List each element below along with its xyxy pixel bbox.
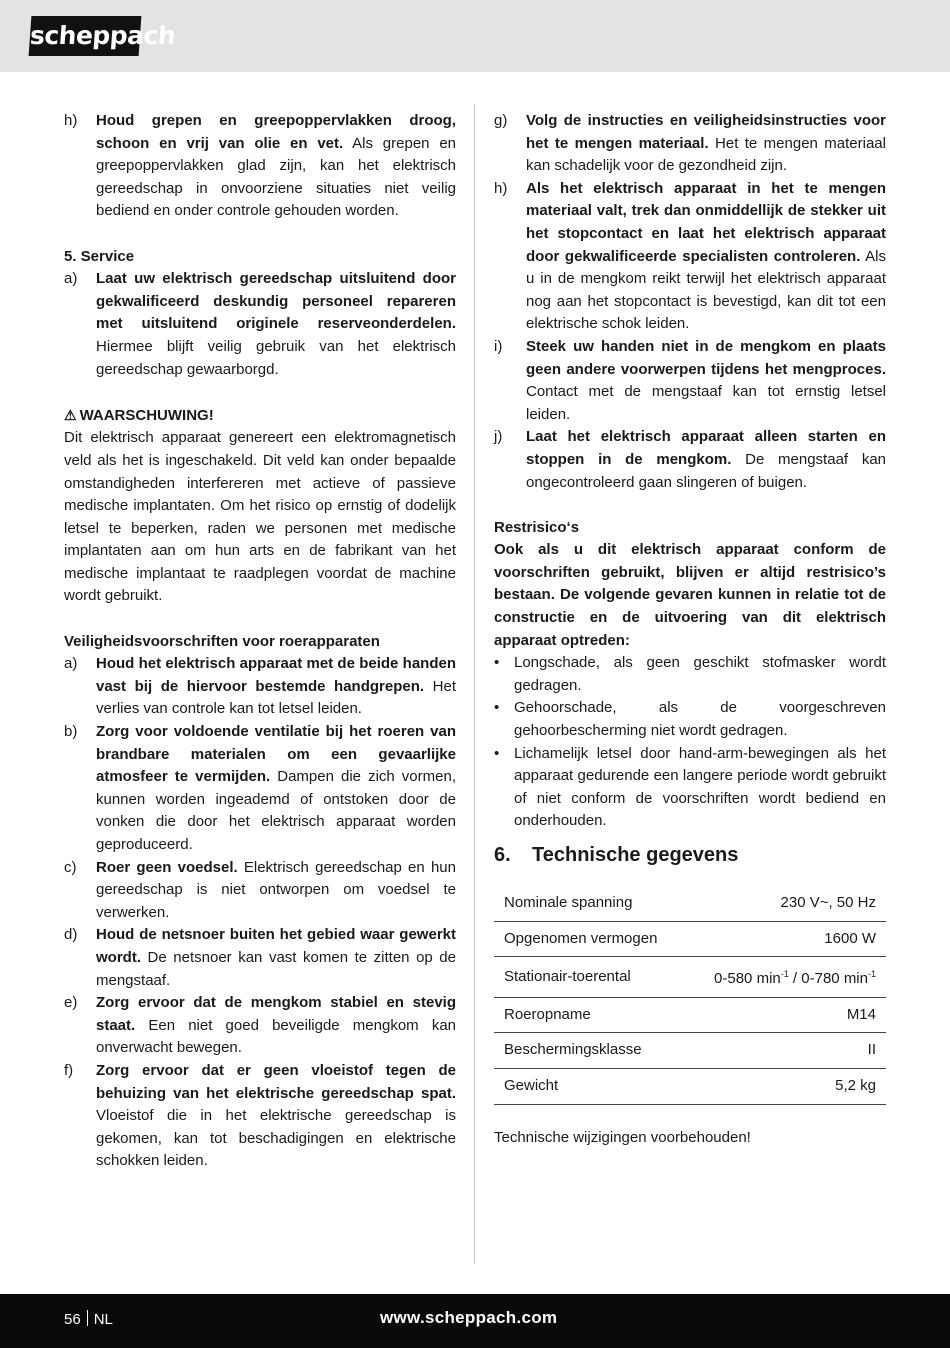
tech-data-row (494, 1068, 886, 1104)
item-bold-text: Als het elektrisch apparaat in het te mengen materiaal valt, trek dan onmiddellijk de stekker uit het stopcontact en laat het elektrisch apparaat door gekwalificeerde specialisten controleren. (526, 179, 886, 265)
item-bold-text: Zorg ervoor dat de mengkom stabiel en stevig staat. (96, 994, 456, 1034)
tech-data-heading: 6. Technische gegevens (494, 844, 739, 866)
page-number: 56 NL (64, 1311, 113, 1328)
item-bold-text: Roer geen voedsel. (96, 858, 238, 876)
item-bold-text: Volg de instructies en veiligheidsinstructies voor het te mengen materiaal. (526, 112, 886, 152)
item-bold-text: Houd het elektrisch apparaat met de beide handen vast bij de hiervoor bestemde handgrepen. (96, 655, 456, 695)
tech-data-value: 0-580 $\min^{-1} / 0-780$ $\min^{-1}$ (685, 957, 886, 998)
item-label: i) (494, 337, 503, 355)
item-bold-text: Zorg voor voldoende ventilatie bij het roeren van brandbare materialen om een gevaarlijke atmosfeer te vermijden. (96, 723, 456, 786)
item-label: h) (494, 179, 508, 197)
bullet-icon: • (494, 744, 500, 762)
safety-item (64, 992, 456, 1060)
safety-item (64, 924, 456, 992)
item-label: b) (64, 723, 78, 741)
safety-item (64, 721, 456, 857)
tech-data-value: 5,2 kg (685, 1068, 886, 1104)
item-text: Elektrisch gereedschap en hun gereedschap is niet ontworpen om voedsel te verwerken. (96, 858, 456, 921)
item-label: f) (64, 1061, 74, 1079)
bullet-icon: • (494, 699, 500, 717)
item-text: Het verlies van controle kan tot letsel leiden. (96, 677, 456, 718)
item-bold-text: Laat het elektrisch apparaat alleen starten en stoppen in de mengkom. (526, 428, 886, 468)
bullet-icon: • (494, 654, 500, 672)
item-text: Vloeistof die in het elektrische gereedschap is gekomen, kan tot beschadigingen en elektrische schokken leiden. (96, 1107, 456, 1170)
safety-item (494, 178, 886, 336)
tech-data-value: 230 V~, 50 Hz (685, 886, 886, 921)
residual-risk-heading: Restrisico‘s (494, 518, 580, 536)
safety-item (494, 336, 886, 426)
item-label: a) (64, 655, 78, 673)
item-label: e) (64, 994, 78, 1012)
tech-data-row (494, 886, 886, 921)
tech-data-label: Stationair-toerental (494, 957, 685, 998)
right-column (494, 110, 886, 1150)
tech-data-label: Gewicht (494, 1068, 685, 1104)
residual-risk-intro: Ook als u dit elektrisch apparaat conform de voorschriften gebruikt, blijven er altijd restrisico’s bestaan. De volgende gevaren kunnen in relatie tot de constructie en de uitvoering van dit elektrisch apparaat optreden: (494, 541, 886, 649)
item-bold-text: Zorg ervoor dat er geen vloeistof tegen de behuizing van het elektrische gereedschap spat. (96, 1061, 456, 1102)
website-link[interactable]: www.scheppach.com (380, 1308, 558, 1327)
tech-data-row (494, 921, 886, 957)
safety-item (64, 857, 456, 925)
safety-item (64, 1060, 456, 1173)
risk-bullet-item (494, 697, 886, 742)
item-text: De netsnoer kan vast komen te zitten op de mengstaaf. (96, 948, 456, 989)
tech-data-value: II (685, 1033, 886, 1069)
left-column (64, 110, 456, 1173)
tech-note: Technische wijzigingen voorbehouden! (494, 1129, 751, 1147)
warning-icon: ⚠ (64, 406, 77, 423)
stirrer-safety-list-continued (494, 110, 886, 494)
safety-item-h: h) Houd grepen en greepoppervlakken droog, schoon en vrij van olie en vet. Als grepen en greepoppervlakken glad zijn, kan het elektrisch gereedschap in onvoorziene situaties niet veilig bediend en onder controle gehouden worden. (64, 112, 457, 220)
page-header (0, 0, 950, 72)
safety-item (494, 426, 886, 494)
residual-risk-list (494, 652, 886, 833)
item-label: d) (64, 926, 78, 944)
item-label: g) (494, 112, 508, 129)
stirrer-safety-list (64, 653, 456, 1173)
item-label: c) (64, 858, 77, 876)
item-label: j) (494, 428, 503, 446)
tech-data-value: 1600 W (685, 921, 886, 957)
scheppach-logo: scheppach (29, 16, 142, 56)
safety-item (64, 653, 456, 721)
tech-data-row (494, 997, 886, 1033)
tech-data-row (494, 957, 886, 998)
safety-item (494, 110, 886, 178)
service-item-a: a) Laat uw elektrisch gereedschap uitsluitend door gekwalificeerd deskundig personeel repareren met uitsluitend originele reserveonderdelen. Hiermee blijft veilig gebruik van het elektrisch gereedschap gewaarborgd. (64, 270, 456, 378)
item-text: Dampen die zich vormen, kunnen worden ingeademd of ontstoken door de vonken die door het elektrisch apparaat worden geproduceerd. (96, 768, 456, 853)
stirrer-safety-heading: Veiligheidsvoorschriften voor roerapparaten (64, 632, 380, 650)
item-text: Het te mengen materiaal kan schadelijk voor de gezondheid zijn. (526, 134, 886, 175)
tech-data-label: Beschermingsklasse (494, 1033, 685, 1069)
item-bold-text: Houd de netsnoer buiten het gebied waar gewerkt wordt. (96, 926, 456, 966)
risk-bullet-item (494, 652, 886, 697)
service-heading: 5. Service (64, 247, 135, 265)
tech-data-label: Roeropname (494, 997, 685, 1033)
item-text: Contact met de mengstaaf kan tot ernstig letsel leiden. (526, 383, 886, 423)
tech-data-table (494, 886, 886, 1105)
tech-data-label: Opgenomen vermogen (494, 921, 685, 957)
warning-text: Dit elektrisch apparaat genereert een elektromagnetisch veld als het is ingeschakeld. Dit veld kan onder bepaalde omstandigheden interfereren met actieve of passieve medische implantaten. Om het risico op ernstig of dodelijk letsel te beperken, raden we personen met medische implantaten aan om hun arts en de fabrikant van het medische implantaat te raadplegen voordat de machine wordt gebruikt. (64, 429, 456, 605)
item-text: Als u in de mengkom reikt terwijl het elektrisch apparaat nog aan het stopcontact is bevestigd, kan dit tot een elektrische schok leiden. (526, 247, 886, 333)
tech-data-row (494, 1033, 886, 1069)
column-divider (474, 104, 475, 1264)
item-text: Een niet goed beveiligde mengkom kan onverwacht bewegen. (96, 1016, 456, 1057)
tech-data-value: M14 (685, 997, 886, 1033)
risk-bullet-text: Gehoorschade, als de voorgeschreven gehoorbescherming niet wordt gedragen. (514, 699, 886, 740)
item-text: De mengstaaf kan ongecontroleerd gaan slingeren of buigen. (526, 450, 886, 491)
item-bold-text: Steek uw handen niet in de mengkom en plaats geen andere voorwerpen tijdens het mengproces. (526, 337, 886, 378)
warning-heading: ⚠ WAARSCHUWING! (64, 404, 456, 428)
risk-bullet-item (494, 743, 886, 833)
tech-data-label: Nominale spanning (494, 886, 685, 921)
risk-bullet-text: Longschade, als geen geschikt stofmasker wordt gedragen. (514, 654, 886, 694)
risk-bullet-text: Lichamelijk letsel door hand-arm-bewegingen als het apparaat gedurende een langere periode wordt gebruikt of niet conform de voorschriften wordt bediend en onderhouden. (514, 744, 886, 830)
page-footer (0, 1294, 950, 1348)
